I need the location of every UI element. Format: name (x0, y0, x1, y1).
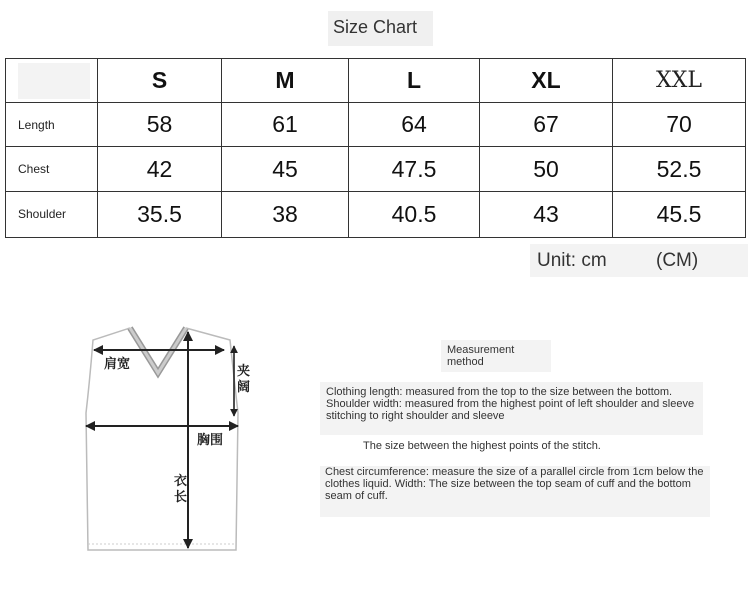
size-header-xl: XL (480, 59, 613, 103)
row-label-text: Chest (18, 162, 50, 177)
table-cell: 58 (98, 103, 222, 147)
table-cell: 52.5 (613, 147, 746, 191)
table-cell: 67 (480, 103, 613, 147)
table-cell: 42 (98, 147, 222, 191)
note-clothing-length: Clothing length: measured from the top to the size between the bottom. (326, 386, 673, 398)
table-cell: 45.5 (613, 191, 746, 237)
chest-label: 胸围 (197, 433, 224, 448)
unit-label-cm: (CM) (656, 250, 699, 271)
table-cell: 45 (222, 147, 349, 191)
table-cell: 47.5 (349, 147, 480, 191)
length-label: 衣长 (174, 474, 188, 505)
table-cell: 40.5 (349, 191, 480, 237)
row-label-text: Shoulder (18, 207, 67, 222)
row-label-text: Length (18, 117, 55, 132)
size-header-m: M (222, 59, 349, 103)
table-header-row (6, 59, 746, 103)
size-header-xxl: XXL (613, 59, 746, 103)
table-cell: 61 (222, 103, 349, 147)
unit-label: Unit: cm (537, 250, 607, 271)
note-highest-points: The size between the highest points of the stitch. (363, 440, 603, 452)
row-label-shoulder (6, 191, 98, 237)
table-cell: 43 (480, 191, 613, 237)
shoulder-label: 肩宽 (104, 357, 131, 372)
size-header-l: L (349, 59, 480, 103)
table-row (6, 147, 746, 191)
note-chest: Chest circumference: measure the size of a parallel circle from 1cm below the clothes liquid. Width: The size between the top seam of cuff and the bottom seam of cuff. (320, 466, 710, 517)
table-corner-cell (6, 59, 98, 103)
table-row (6, 103, 746, 147)
note-shoulder-width: Shoulder width: measured from the highest point of left shoulder and sleeve stitching to right shoulder and sleeve (326, 398, 695, 422)
table-cell: 50 (480, 147, 613, 191)
size-header-s: S (98, 59, 222, 103)
armhole-label: 夹阔 (237, 364, 251, 395)
table-cell: 38 (222, 191, 349, 237)
table-row (6, 191, 746, 237)
measurement-method-heading: Measurement method (441, 340, 551, 372)
unit-box (530, 244, 748, 277)
table-cell: 35.5 (98, 191, 222, 237)
size-table (5, 58, 746, 238)
chart-title: Size Chart (328, 11, 433, 46)
row-label-chest (6, 147, 98, 191)
notes-block-1 (320, 382, 703, 435)
table-cell: 70 (613, 103, 746, 147)
row-label-length (6, 103, 98, 147)
table-cell: 64 (349, 103, 480, 147)
